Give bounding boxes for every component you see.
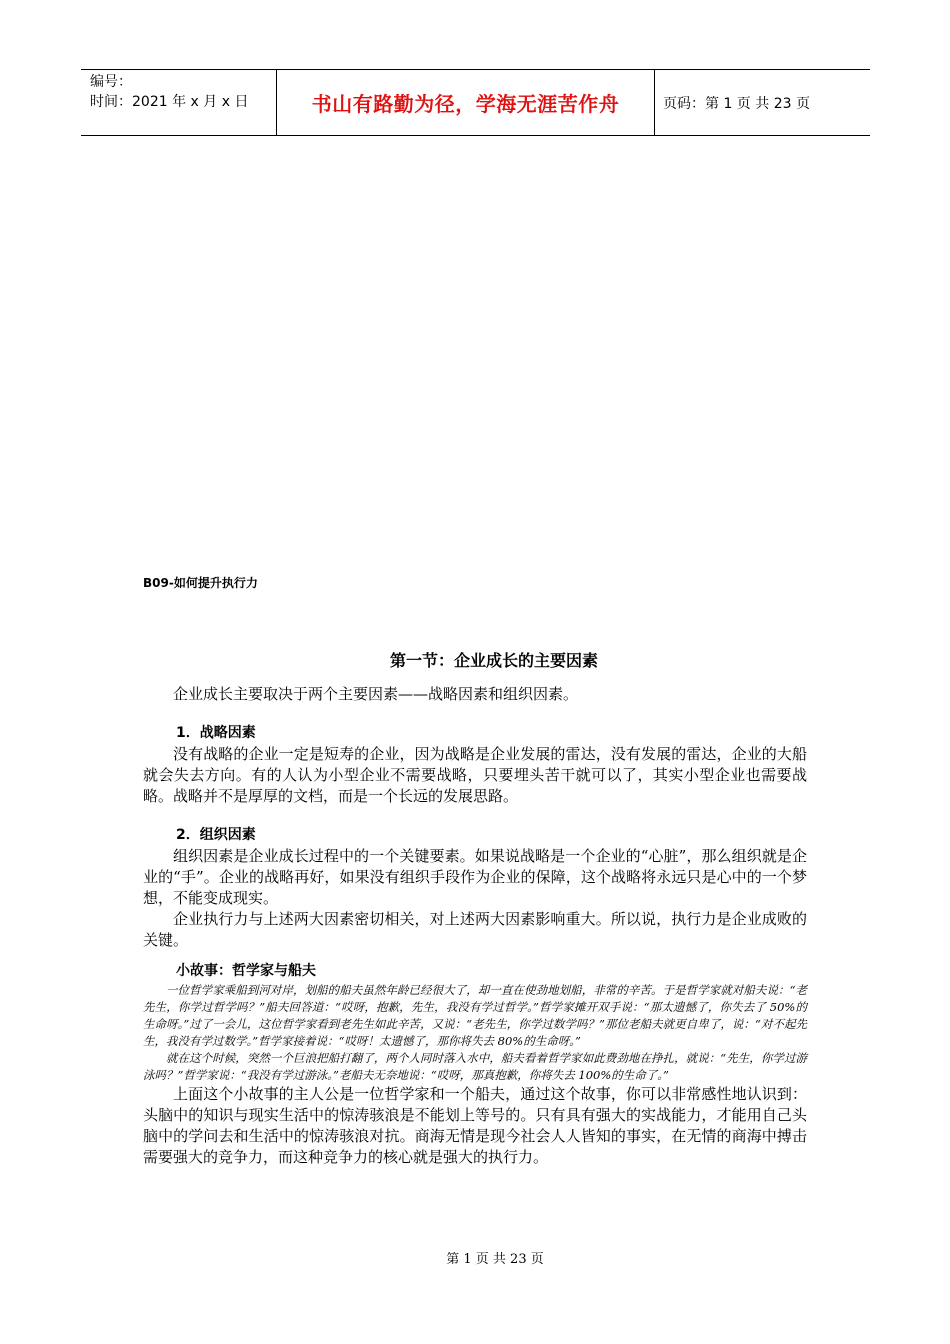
execution-paragraph: 企业执行力与上述两大因素密切相关，对上述两大因素影响重大。所以说，执行力是企业成败的关键。 [143,910,807,949]
header-meta-cell [81,70,277,135]
time-label: 时间：2021 年 x 月 x 日 [90,94,249,110]
document-body [143,684,807,1168]
header-page-info: 页码：第 1 页 共 23 页 [663,95,810,112]
organization-paragraph: 组织因素是企业成长过程中的一个关键要素。如果说战略是一个企业的“心脏”，那么组织就是企业的“手”。企业的战略再好，如果没有组织手段作为企业的保障，这个战略将永远只是心中的一个梦想，不能变成现实。 [143,847,807,907]
header-motto: 书山有路勤为径，学海无涯苦作舟 [277,70,655,135]
number-label: 编号： [90,74,132,90]
strategy-paragraph: 没有战略的企业一定是短寿的企业，因为战略是企业发展的雷达，没有发展的雷达，企业的大船就会失去方向。有的人认为小型企业不需要战略，只要埋头苦干就可以了，其实小型企业也需要战略。战略并不是厚厚的文档，而是一个长远的发展思路。 [143,745,807,805]
section-title: 第一节：企业成长的主要因素 [389,651,598,670]
story-paragraph-1: 一位哲学家乘船到河对岸，划船的船夫虽然年龄已经很大了，却一直在使劲地划船，非常的辛苦。于是哲学家就对船夫说：“老先生，你学过哲学吗？”船夫回答道：“哎呀，抱歉，先生，我没有学过哲学。”哲学家摊开双手说：“那太遗憾了，你失去了 50%的生命呀。”过了一会儿，这位哲学家看到老先生如此辛苦，又说：“老先生，你学过数学吗？”那位老船夫就更自卑了，说：“对不起先生，我没有学过数学。”哲学家接着说：“哎呀！太遗憾了，那你将失去 80%的生命呀。” [143,983,807,1048]
story-summary-paragraph: 上面这个小故事的主人公是一位哲学家和一个船夫，通过这个故事，你可以非常感性地认识到：头脑中的知识与现实生活中的惊涛骇浪是不能划上等号的。只有具有强大的实战能力，才能用自己头脑中的学问去和生活中的惊涛骇浪对抗。商海无情是现今社会人人皆知的事实，在无情的商海中搏击需要强大的竞争力，而这种竞争力的核心就是强大的执行力。 [143,1085,807,1166]
strategy-heading: 1．战略因素 [176,725,256,741]
story-paragraph-2: 就在这个时候，突然一个巨浪把船打翻了，两个人同时落入水中，船夫看着哲学家如此费劲地在挣扎，就说：“先生，你学过游泳吗？”哲学家说：“我没有学过游泳。”老船夫无奈地说：“哎呀，那真抱歉，你将失去 100%的生命了。” [143,1051,807,1082]
page-header [81,69,870,136]
organization-heading: 2．组织因素 [176,827,256,843]
intro-paragraph: 企业成长主要取决于两个主要因素——战略因素和组织因素。 [173,685,579,703]
page-footer: 第 1 页 共 23 页 [446,1252,544,1267]
document-code-title: B09-如何提升执行力 [143,576,258,590]
story-heading: 小故事：哲学家与船夫 [176,963,316,979]
